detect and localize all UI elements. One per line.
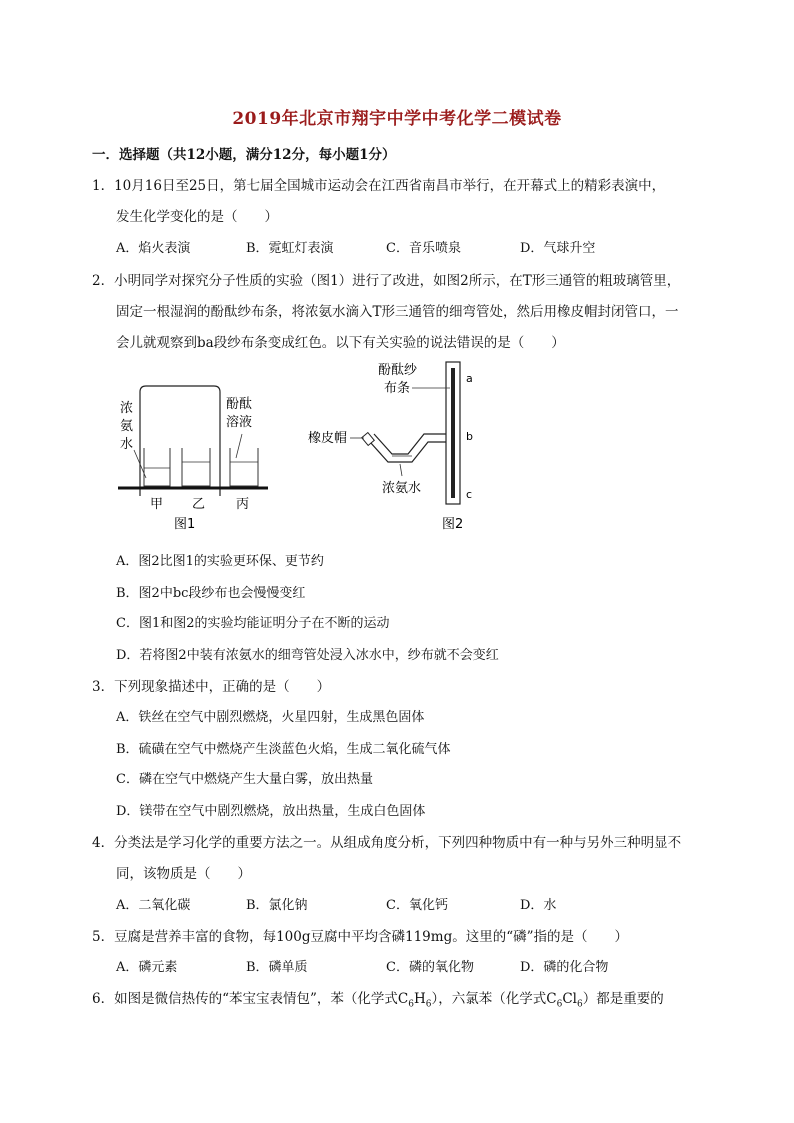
q1-line1: 1．10月16日至25日，第七届全国城市运动会在江西省南昌市举行，在开幕式上的精彩表演中， xyxy=(92,178,666,194)
q6-sub-3: 6 xyxy=(556,999,563,1010)
fig1-caption: 图1 xyxy=(174,517,196,532)
fig2-cloth-label-2: 布条 xyxy=(384,381,411,396)
fig2-cloth-label-1: 酚酞纱 xyxy=(378,363,418,378)
q5-option-c: C．磷的氧化物 xyxy=(386,960,474,975)
fig2-cap-label: 橡皮帽 xyxy=(308,431,348,446)
fig1-label-solution: 溶液 xyxy=(226,415,253,430)
fig2-point-a: a xyxy=(466,372,473,385)
beaker-yi xyxy=(182,448,210,486)
q6-text-5: ）都是重要的 xyxy=(582,991,664,1007)
q1-line2: 发生化学变化的是（ ） xyxy=(116,209,278,225)
q2-option-c: C．图1和图2的实验均能证明分子在不断的运动 xyxy=(116,616,390,631)
fig2-caption: 图2 xyxy=(442,517,464,532)
q6-sub-1: 6 xyxy=(408,999,414,1010)
q6-text-3: ），六氯苯（化学式C xyxy=(431,991,557,1007)
q4-option-b: B．氯化钠 xyxy=(246,898,308,913)
q1-option-a: A．焰火表演 xyxy=(116,241,191,256)
q1-option-c: C．音乐喷泉 xyxy=(386,241,461,256)
q2-option-b: B．图2中bc段纱布也会慢慢变红 xyxy=(116,586,306,601)
beaker-bing xyxy=(230,448,258,486)
fig2-point-b: b xyxy=(466,430,473,443)
q1-option-b: B．霓虹灯表演 xyxy=(246,241,334,256)
fig1-label-an: 氨 xyxy=(120,419,134,434)
q6-sub-2: 6 xyxy=(425,999,432,1010)
fig1-label-phenolphthalein: 酚酞 xyxy=(226,397,253,412)
fig1-beaker-yi-label: 乙 xyxy=(192,497,206,512)
q3-option-b: B．硫磺在空气中燃烧产生淡蓝色火焰，生成二氧化硫气体 xyxy=(116,742,451,757)
beaker-jia xyxy=(144,448,170,486)
q2-line3: 会儿就观察到ba段纱布条变成红色。以下有关实验的说法错误的是（ ） xyxy=(116,335,565,351)
q5-option-b: B．磷单质 xyxy=(246,960,308,975)
q6-text-1: 6．如图是微信热传的“苯宝宝表情包”，苯（化学式C xyxy=(92,991,409,1007)
fig1-label-nong: 浓 xyxy=(120,401,134,416)
q2-option-a: A．图2比图1的实验更环保、更节约 xyxy=(116,554,324,569)
q4-line1: 4．分类法是学习化学的重要方法之一。从组成角度分析，下列四种物质中有一种与另外三种明显不 xyxy=(92,835,682,851)
q3-line1: 3．下列现象描述中，正确的是（ ） xyxy=(92,679,331,695)
q6-sub-4: 6 xyxy=(576,999,583,1010)
q5-option-d: D．磷的化合物 xyxy=(520,960,609,975)
q5-option-a: A．磷元素 xyxy=(116,960,178,975)
q6-line1 xyxy=(92,987,664,1010)
q3-option-c: C．磷在空气中燃烧产生大量白雾，放出热量 xyxy=(116,772,373,787)
q1-option-d: D．气球升空 xyxy=(520,241,596,256)
q3-option-a: A．铁丝在空气中剧烈燃烧，火星四射，生成黑色固体 xyxy=(116,710,425,725)
q2-option-d: D．若将图2中装有浓氨水的细弯管处浸入冰水中，纱布就不会变红 xyxy=(116,648,499,663)
q2-line1: 2．小明同学对探究分子性质的实验（图1）进行了改进，如图2所示，在T形三通管的粗玻璃管里， xyxy=(92,273,681,289)
fig2-ammonia-label: 浓氨水 xyxy=(382,481,422,496)
fig1-beaker-bing-label: 丙 xyxy=(236,497,250,512)
q4-option-a: A．二氧化碳 xyxy=(116,898,191,913)
q3-option-d: D．镁带在空气中剧烈燃烧，放出热量，生成白色固体 xyxy=(116,804,426,819)
q6-text-2: H xyxy=(413,991,426,1007)
page-title: 2019年北京市翔宇中学中考化学二模试卷 xyxy=(232,109,562,129)
q6-text-4: Cl xyxy=(562,991,577,1007)
q2-line2: 固定一根湿润的酚酞纱布条，将浓氨水滴入T形三通管的细弯管处，然后用橡皮帽封闭管口，一 xyxy=(116,304,679,320)
fig2-point-c: c xyxy=(466,488,473,501)
fig1-label-shui: 水 xyxy=(120,437,134,452)
fig1-beaker-jia-label: 甲 xyxy=(150,497,164,512)
q5-line1: 5．豆腐是营养丰富的食物，每100g豆腐中平均含磷119mg。这里的“磷”指的是（ ） xyxy=(92,929,629,945)
figure-2 xyxy=(308,362,473,532)
q4-option-d: D．水 xyxy=(520,898,557,913)
q4-option-c: C．氧化钙 xyxy=(386,898,448,913)
experiment-figure xyxy=(112,358,482,540)
figure-1 xyxy=(118,386,268,532)
section-heading: 一．选择题（共12小题，满分12分，每小题1分） xyxy=(92,147,396,163)
q4-line2: 同，该物质是（ ） xyxy=(116,866,251,882)
